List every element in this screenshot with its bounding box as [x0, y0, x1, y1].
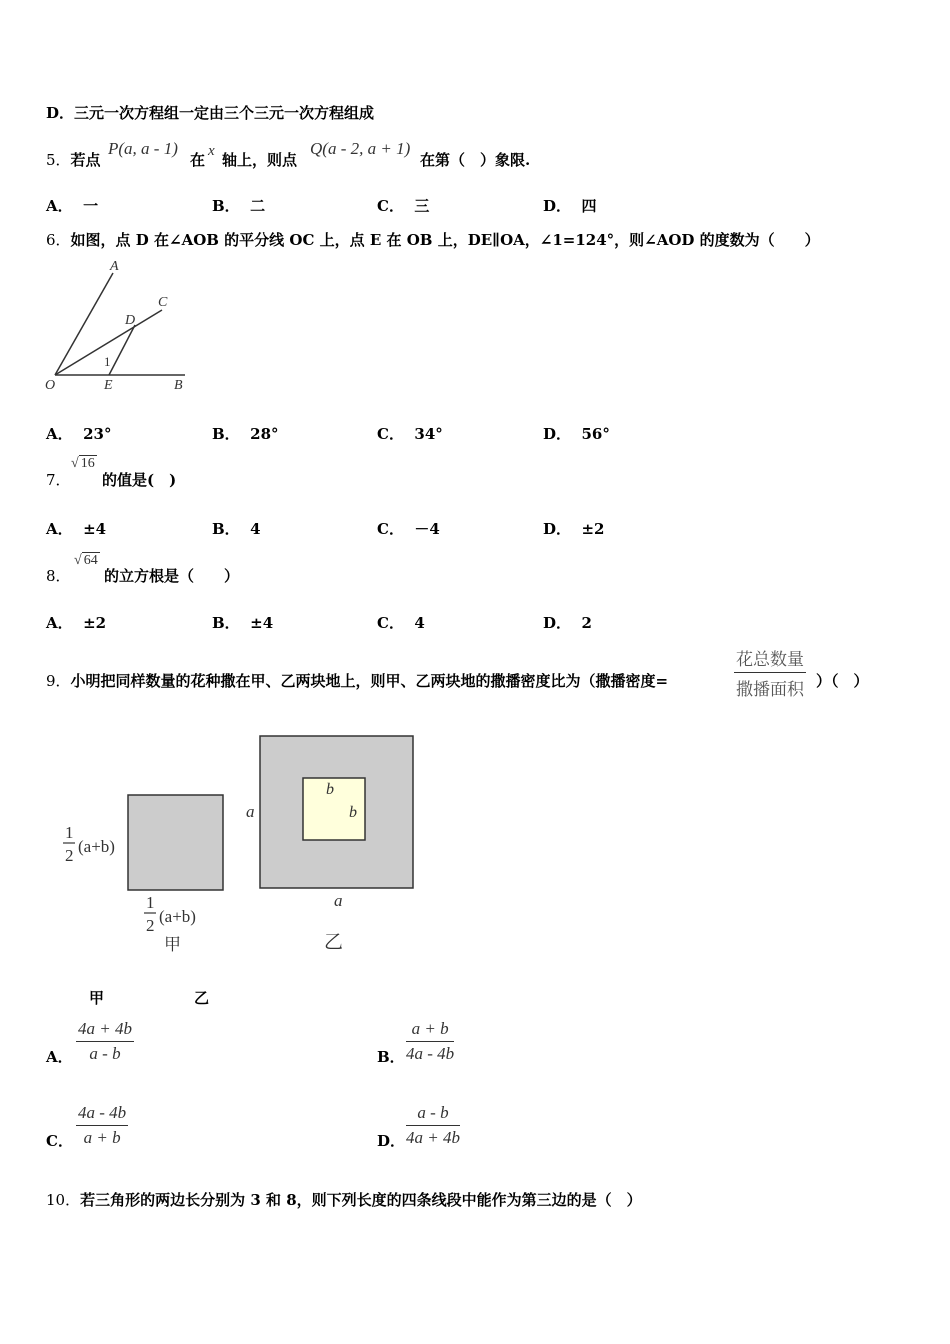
q9-option-c[interactable]: C．: [46, 1132, 73, 1150]
yi-inner-top-b: b: [326, 781, 334, 798]
q5-option-c[interactable]: C． 三: [377, 197, 430, 215]
q7-option-d[interactable]: D． ±2: [543, 520, 605, 538]
question-number: 10．: [46, 1191, 81, 1209]
sqrt-16: √ 16: [71, 456, 95, 471]
question-10: [46, 1189, 642, 1210]
fields-figure: [58, 728, 428, 958]
angle-bisector-figure: [40, 255, 200, 400]
q5-text-post: 在第（ ）象限.: [420, 151, 531, 169]
point-q-formula: Q(a - 2, a + 1): [310, 139, 411, 158]
q5-text-pre: 若点: [70, 151, 101, 169]
jia-side-den: 2: [65, 846, 74, 865]
q8-option-a[interactable]: A． ±2: [46, 614, 107, 632]
axis-variable: x: [208, 143, 215, 159]
question-8: [46, 565, 71, 586]
q9-option-d[interactable]: D．: [377, 1132, 406, 1150]
jia-side-num: 1: [65, 823, 74, 842]
jia-side-expr: (a+b): [78, 837, 115, 856]
label-e: E: [104, 378, 113, 393]
question-5: [46, 149, 101, 170]
question-9: [46, 670, 668, 691]
jia-name: 甲: [164, 935, 181, 954]
q9-text: 小明把同样数量的花种撒在甲、乙两块地上，则甲、乙两块地的撒播密度比为（撒播密度=: [70, 672, 669, 690]
label-a: A: [110, 259, 119, 274]
q6-option-d[interactable]: D． 56°: [543, 425, 610, 443]
q9-option-d-frac: $\frac{a - b}{4a + 4b}$: [406, 1103, 460, 1147]
q5-option-d[interactable]: D． 四: [543, 197, 597, 215]
yi-left-a: a: [246, 802, 255, 821]
q9-option-b-frac: $\frac{a + b}{4a - 4b}$: [406, 1019, 455, 1063]
q8-option-c[interactable]: C． 4: [377, 614, 425, 632]
q8-text: 的立方根是（ ）: [104, 567, 240, 585]
q7-text: 的值是( ): [102, 471, 177, 489]
segment-de: [109, 325, 135, 375]
q8-option-b[interactable]: B． ±4: [212, 614, 274, 632]
question-number: 6．: [46, 231, 71, 249]
prev-option-d: [46, 102, 374, 123]
q7-option-b[interactable]: B． 4: [212, 520, 261, 538]
question-number: 8．: [46, 567, 71, 585]
q5-option-a[interactable]: A． 一: [46, 197, 99, 215]
q9-option-c-frac: $\frac{4a - 4b}{a + b}$: [78, 1103, 127, 1147]
q6-option-c[interactable]: C． 34°: [377, 425, 443, 443]
jia-bottom-num: 1: [146, 893, 155, 912]
option-text: 三元一次方程组一定由三个三元一次方程组成: [74, 104, 375, 122]
jia-bottom-expr: (a+b): [159, 907, 196, 926]
yi-bottom-a: a: [334, 891, 343, 910]
q8-option-d[interactable]: D． 2: [543, 614, 592, 632]
q7-option-c[interactable]: C． －4: [377, 520, 440, 538]
q6-option-a[interactable]: A． 23°: [46, 425, 112, 443]
question-7: [46, 469, 71, 490]
q5-option-b[interactable]: B． 二: [212, 197, 266, 215]
q7-option-a[interactable]: A． ±4: [46, 520, 107, 538]
q9-option-b[interactable]: B．: [377, 1048, 405, 1066]
sqrt-64: √ 64: [74, 553, 98, 568]
yi-inner-right-b: b: [349, 804, 357, 821]
caption-jia: 甲: [89, 989, 105, 1007]
label-one: 1: [104, 354, 111, 369]
q10-text: 若三角形的两边长分别为 3 和 8，则下列长度的四条线段中能作为第三边的是（ ）: [80, 1191, 642, 1209]
q6-option-b[interactable]: B． 28°: [212, 425, 279, 443]
question-number: 5．: [46, 151, 71, 169]
q9-text-end: ）（ ）: [816, 672, 869, 690]
yi-name: 乙: [324, 932, 344, 953]
question-number: 9．: [46, 672, 71, 690]
caption-yi: 乙: [194, 989, 210, 1007]
q5-text-mid1: 在: [190, 151, 206, 169]
q9-option-a-frac: $\frac{4a + 4b}{a - b}$: [78, 1019, 132, 1063]
q6-text: 如图，点 D 在∠AOB 的平分线 OC 上，点 E 在 OB 上，DE∥OA，∠1=124°，则∠AOD 的度数为（ ）: [70, 231, 820, 249]
field-jia: [128, 795, 223, 890]
label-b: B: [174, 378, 183, 393]
point-p-formula: P(a, a - 1): [108, 139, 178, 158]
label-d: D: [125, 313, 136, 328]
label-o: O: [45, 378, 56, 393]
question-number: 7．: [46, 471, 71, 489]
q5-text-mid2: 轴上，则点: [222, 151, 298, 169]
option-label: D．: [46, 104, 75, 122]
question-6: [46, 229, 820, 250]
q9-option-a[interactable]: A．: [46, 1048, 73, 1066]
label-c: C: [158, 295, 168, 310]
density-formula: 花总数量 撒播面积: [734, 645, 806, 700]
jia-bottom-den: 2: [146, 916, 155, 935]
